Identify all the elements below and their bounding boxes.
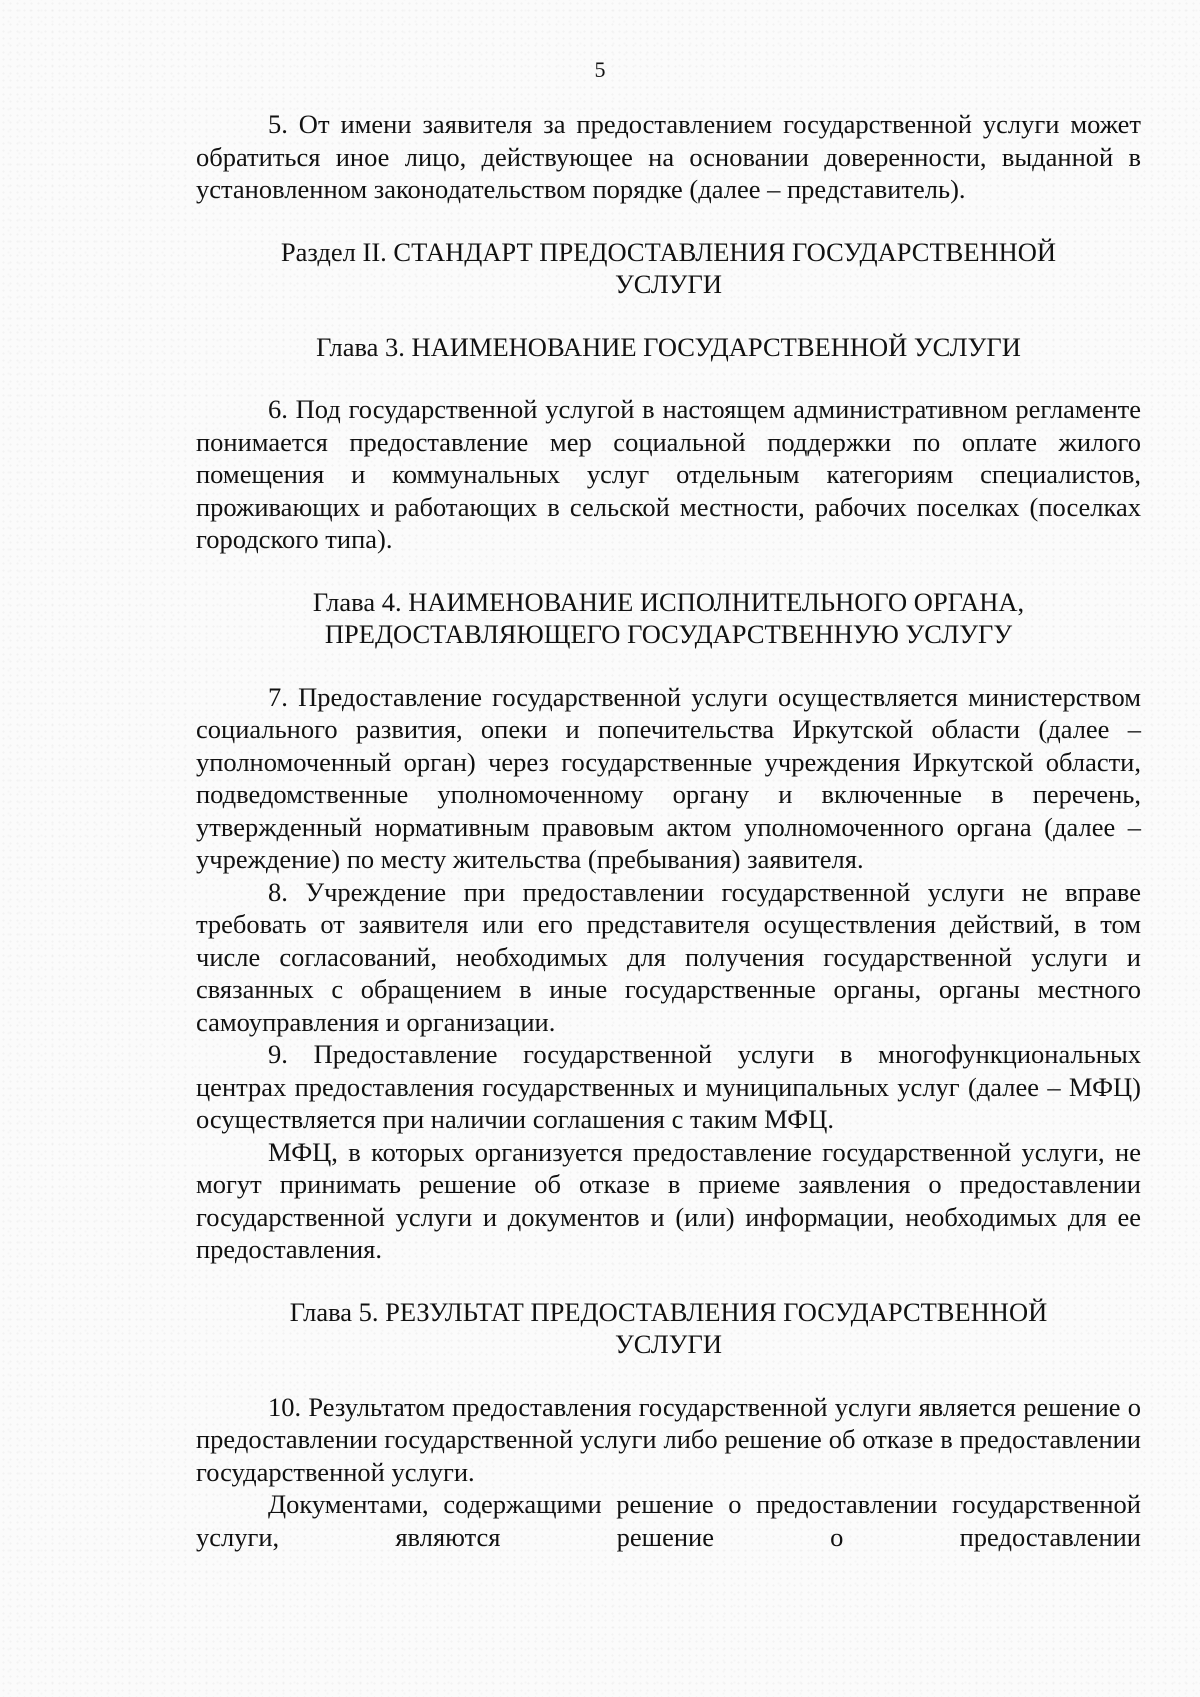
section-2-title-line2: УСЛУГИ xyxy=(615,269,722,299)
chapter-5-heading xyxy=(196,1296,1141,1361)
chapter-5-title-line1: Глава 5. РЕЗУЛЬТАТ ПРЕДОСТАВЛЕНИЯ ГОСУДАРСТВЕННОЙ xyxy=(289,1296,1048,1327)
paragraph-9: 9. Предоставление государственной услуги в многофункциональных центрах предоставления государственных и муниципальных услуг (далее – МФЦ) осуществляется при наличии соглашения с таким МФЦ. xyxy=(196,1039,1141,1134)
section-2-title-line1: Раздел II. СТАНДАРТ ПРЕДОСТАВЛЕНИЯ ГОСУДАРСТВЕННОЙ xyxy=(280,236,1057,267)
chapter-3-heading: Глава 3. НАИМЕНОВАНИЕ ГОСУДАРСТВЕННОЙ УСЛУГИ xyxy=(316,331,1021,362)
paragraph-5: 5. От имени заявителя за предоставлением государственной услуги может обратиться иное лицо, действующее на основании доверенности, выданной в установленном законодательством порядке (далее – представитель). xyxy=(196,109,1141,204)
paragraph-8: 8. Учреждение при предоставлении государственной услуги не вправе требовать от заявителя или его представителя осуществления действий, в том числе согласований, необходимых для получения государственной услуги и связанных с обращением в иные государственные органы, органы местного самоуправления и организации. xyxy=(196,876,1141,1037)
chapter-4-heading xyxy=(196,586,1141,651)
paragraph-7: 7. Предоставление государственной услуги осуществляется министерством социального развития, опеки и попечительства Иркутской области (далее – уполномоченный орган) через государственные учреждения Иркутской области, подведомственные уполномоченному органу и включенные в перечень, утвержденный нормативным правовым актом уполномоченного органа (далее – учреждение) по месту жительства (пребывания) заявителя. xyxy=(196,681,1141,874)
chapter-4-title-line1: Глава 4. НАИМЕНОВАНИЕ ИСПОЛНИТЕЛЬНОГО ОРГАНА, xyxy=(312,586,1025,617)
paragraph-10-documents: Документами, содержащими решение о предоставлении государственной услуги, являются решение о предоставлении xyxy=(196,1489,1141,1552)
chapter-5-title-line2: УСЛУГИ xyxy=(615,1329,722,1359)
paragraph-10: 10. Результатом предоставления государственной услуги является решение о предоставлении государственной услуги либо решение об отказе в предоставлении государственной услуги. xyxy=(196,1391,1141,1487)
section-2-heading xyxy=(196,236,1141,301)
document-body xyxy=(196,108,1141,1553)
paragraph-9-mfc: МФЦ, в которых организуется предоставление государственной услуги, не могут принимать решение об отказе в приеме заявления о предоставлении государственной услуги и документов и (или) информации, необходимых для ее предоставления. xyxy=(196,1136,1141,1264)
paragraph-6: 6. Под государственной услугой в настоящем административном регламенте понимается предоставление мер социальной поддержки по оплате жилого помещения и коммунальных услуг отдельным категориям специалистов, проживающих и работающих в сельской местности, рабочих поселках (поселках городского типа). xyxy=(196,394,1141,554)
chapter-4-title-line2: ПРЕДОСТАВЛЯЮЩЕГО ГОСУДАРСТВЕННУЮ УСЛУГУ xyxy=(324,619,1013,649)
page-number: 5 xyxy=(594,57,606,82)
